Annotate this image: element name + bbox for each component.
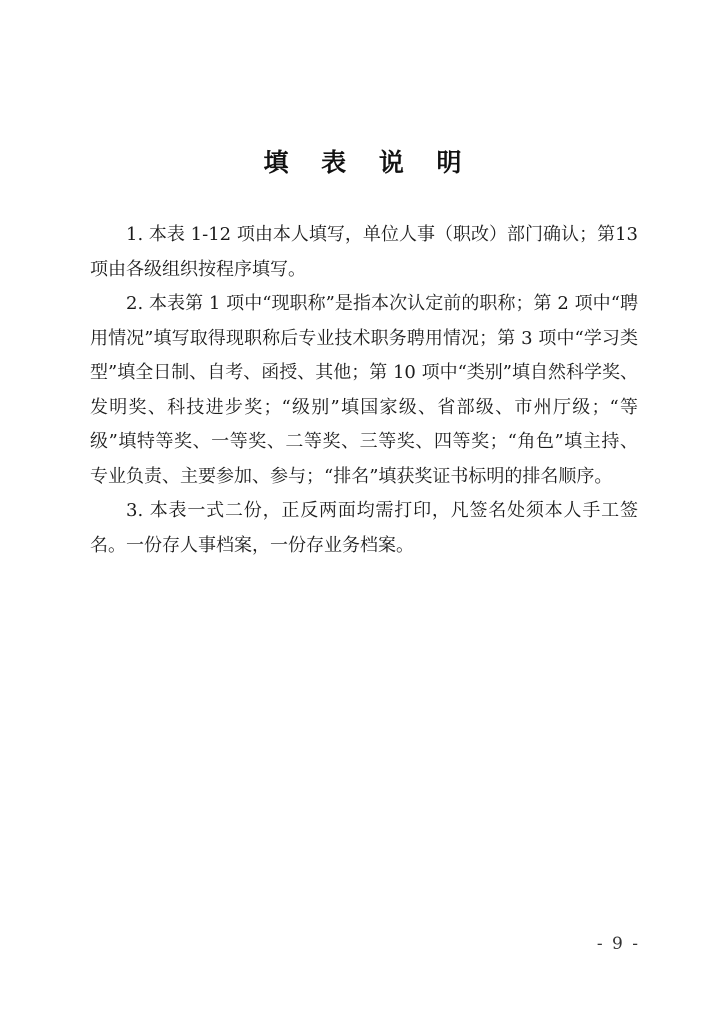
instruction-paragraph-3: 3. 本表一式二份，正反两面均需打印，凡签名处须本人手工签名。一份存人事档案，一份存业务档案。 (90, 500, 638, 556)
instruction-paragraph-1: 1. 本表 1-12 项由本人填写，单位人事（职改）部门确认；第13项由各级组织按程序填写。 (90, 224, 638, 280)
instructions-body (90, 218, 638, 563)
instruction-paragraph-2: 2. 本表第 1 项中“现职称”是指本次认定前的职称；第 2 项中“聘用情况”填写取得现职称后专业技术职务聘用情况；第 3 项中“学习类型”填全日制、自考、函授、其他；第 10 项中“类别”填自然科学奖、发明奖、科技进步奖；“级别”填国家级、省部级、市州厅级；“等级”填特等奖、一等奖、二等奖、三等奖、四等奖；“角色”填主持、专业负责、主要参加、参与；“排名”填获奖证书标明的排名顺序。 (90, 293, 638, 487)
page-title: 填 表 说 明 (263, 148, 474, 177)
page-number: - 9 - (596, 934, 640, 954)
